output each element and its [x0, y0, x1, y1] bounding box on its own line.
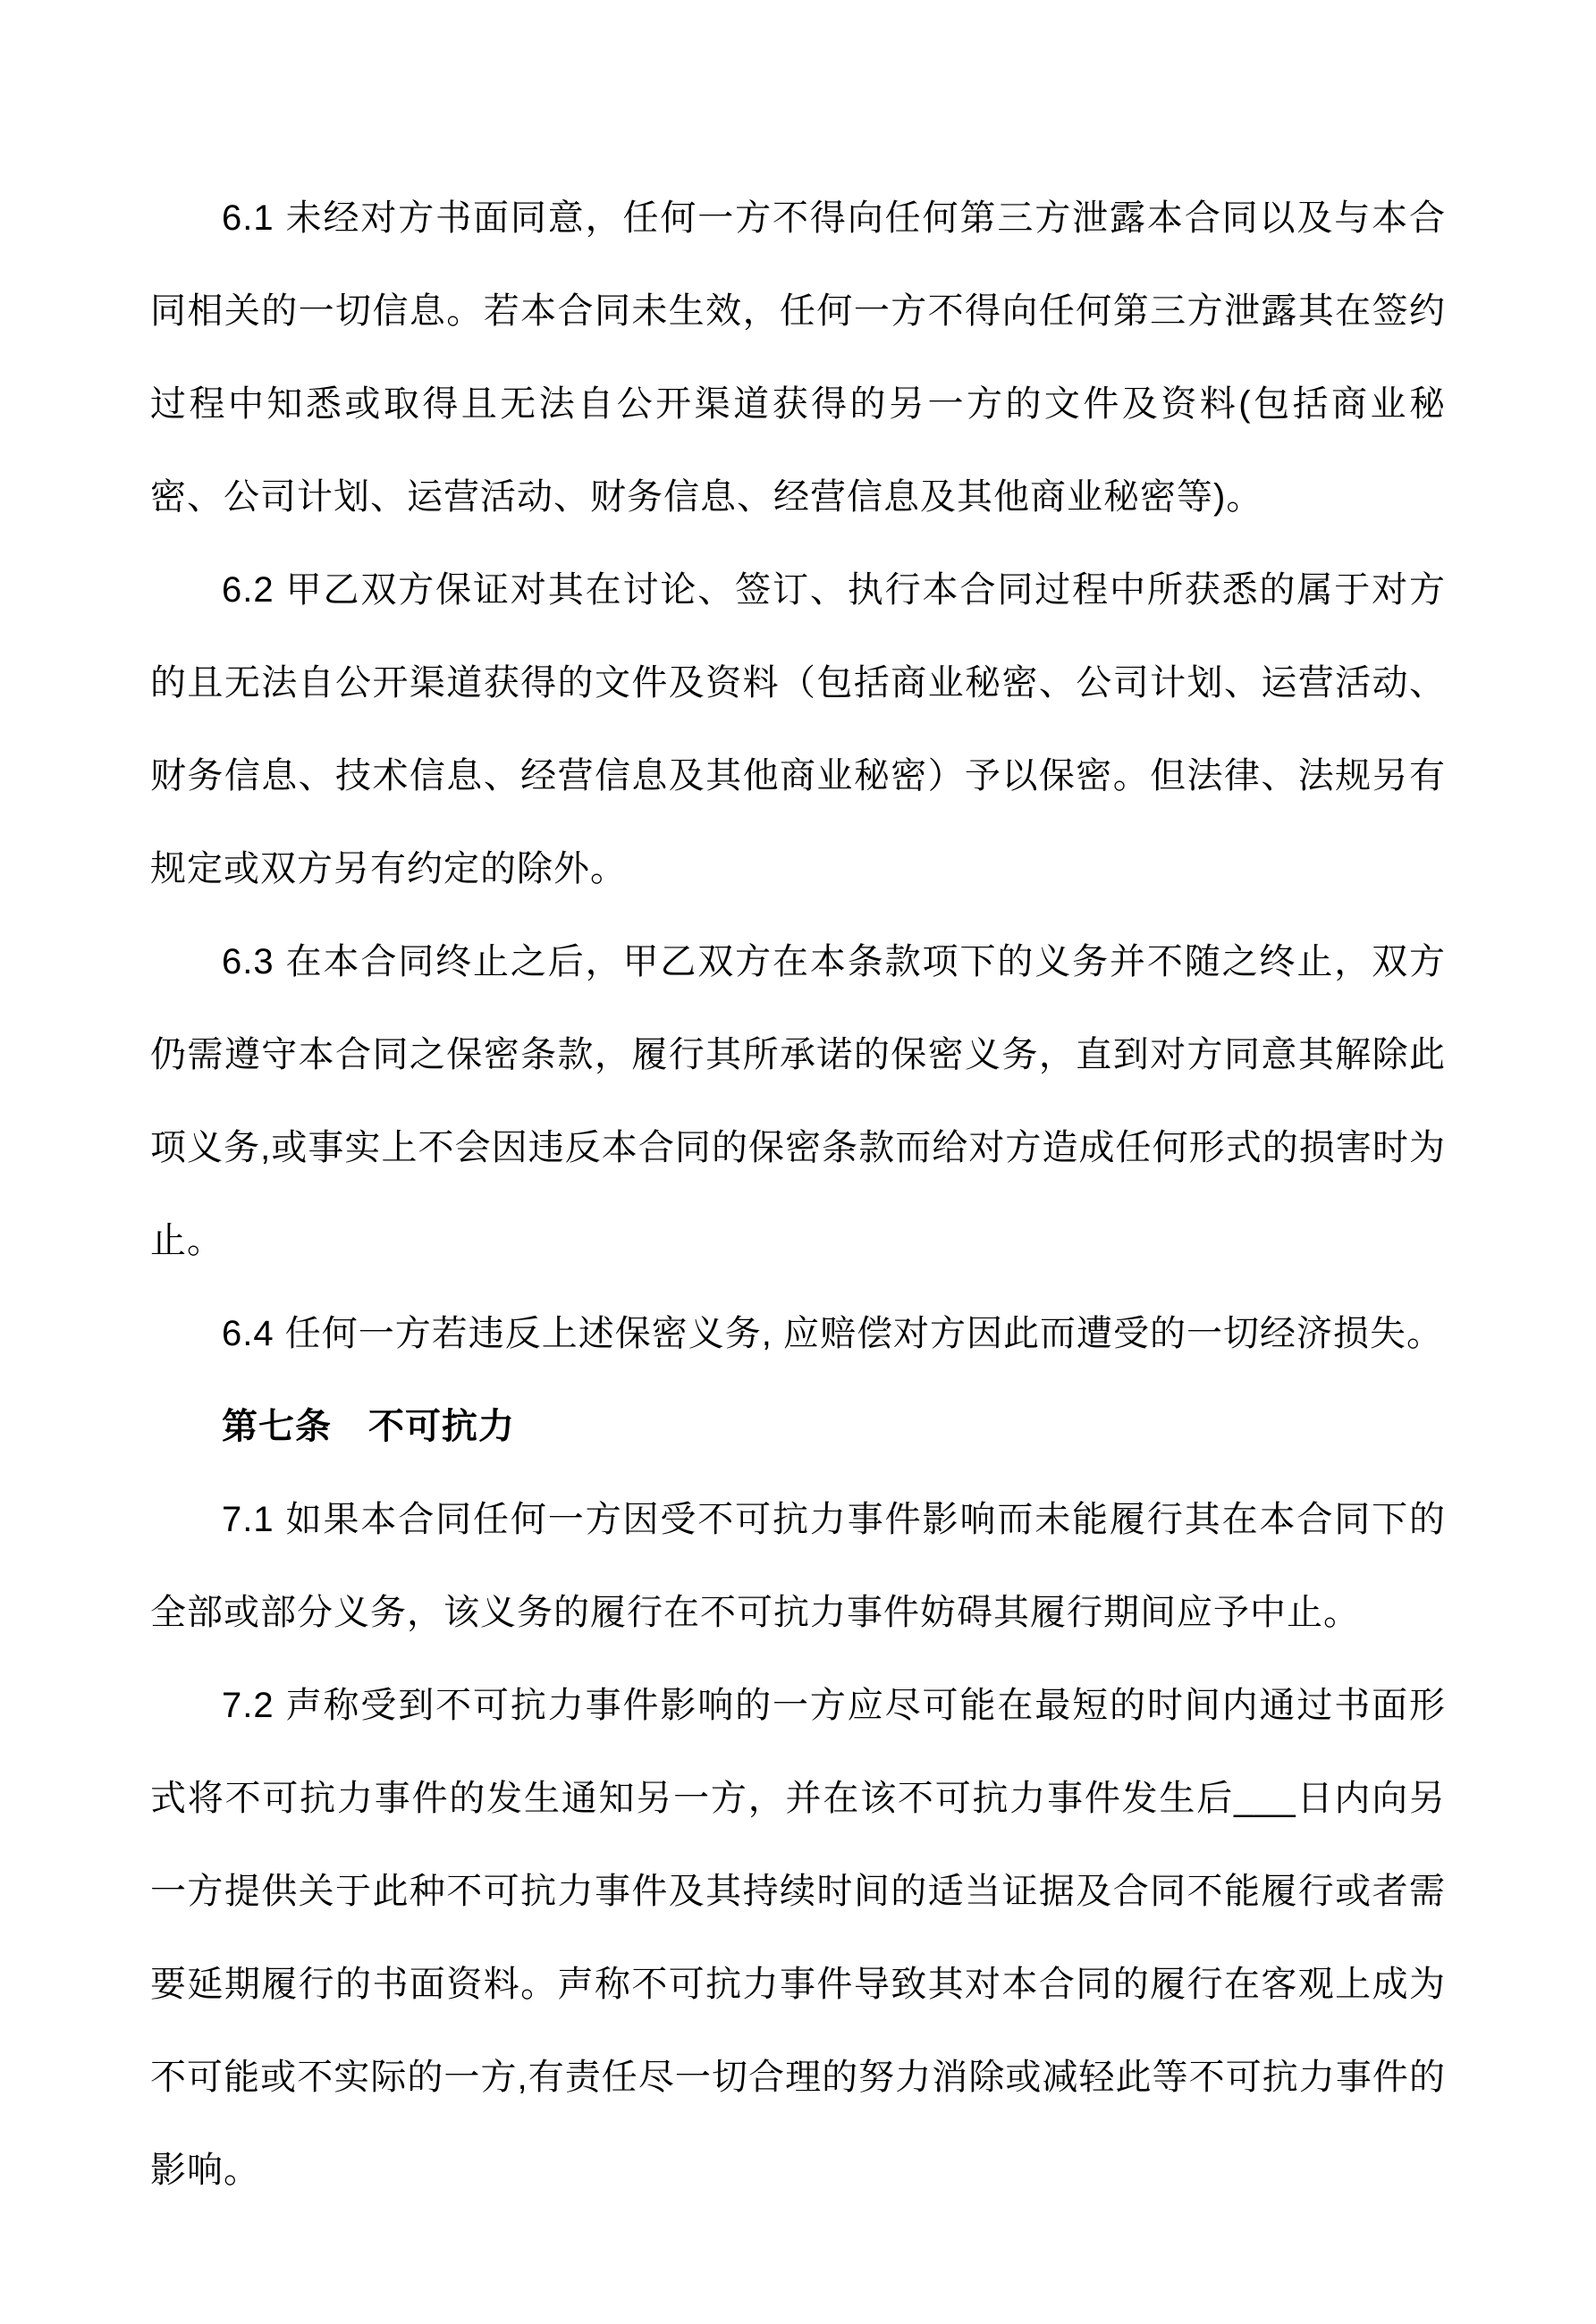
article-7-heading-force-majeure: 第七条 不可抗力 [222, 1407, 515, 1446]
clause-6-3-confidentiality: 6.3 在本合同终止之后，甲乙双方在本条款项下的义务并不随之终止，双方仍需遵守本合同之保密条款，履行其所承诺的保密义务，直到对方同意其解除此项义务,或事实上不会因违反本合同的保密条款而给对方造成任何形式的损害时为止。 [150, 942, 1446, 1260]
clause-6-4-confidentiality: 6.4 任何一方若违反上述保密义务, 应赔偿对方因此而遭受的一切经济损失。 [222, 1314, 1443, 1353]
clause-7-1-force-majeure: 7.1 如果本合同任何一方因受不可抗力事件影响而未能履行其在本合同下的全部或部分义务，该义务的履行在不可抗力事件妨碍其履行期间应予中止。 [150, 1500, 1446, 1632]
clause-6-1-confidentiality: 6.1 未经对方书面同意，任何一方不得向任何第三方泄露本合同以及与本合同相关的一切信息。若本合同未生效，任何一方不得向任何第三方泄露其在签约过程中知悉或取得且无法自公开渠道获得的另一方的文件及资料(包括商业秘密、公司计划、运营活动、财务信息、经营信息及其他商业秘密等)。 [150, 198, 1446, 517]
clause-7-2-force-majeure: 7.2 声称受到不可抗力事件影响的一方应尽可能在最短的时间内通过书面形式将不可抗力事件的发生通知另一方，并在该不可抗力事件发生后___日内向另一方提供关于此种不可抗力事件及其持续时间的适当证据及合同不能履行或者需要延期履行的书面资料。声称不可抗力事件导致其对本合同的履行在客观上成为不可能或不实际的一方,有责任尽一切合理的努力消除或减轻此等不可抗力事件的影响。 [150, 1686, 1446, 2190]
clause-6-2-confidentiality: 6.2 甲乙双方保证对其在讨论、签订、执行本合同过程中所获悉的属于对方的且无法自公开渠道获得的文件及资料（包括商业秘密、公司计划、运营活动、财务信息、技术信息、经营信息及其他商业秘密）予以保密。但法律、法规另有规定或双方另有约定的除外。 [150, 570, 1446, 888]
